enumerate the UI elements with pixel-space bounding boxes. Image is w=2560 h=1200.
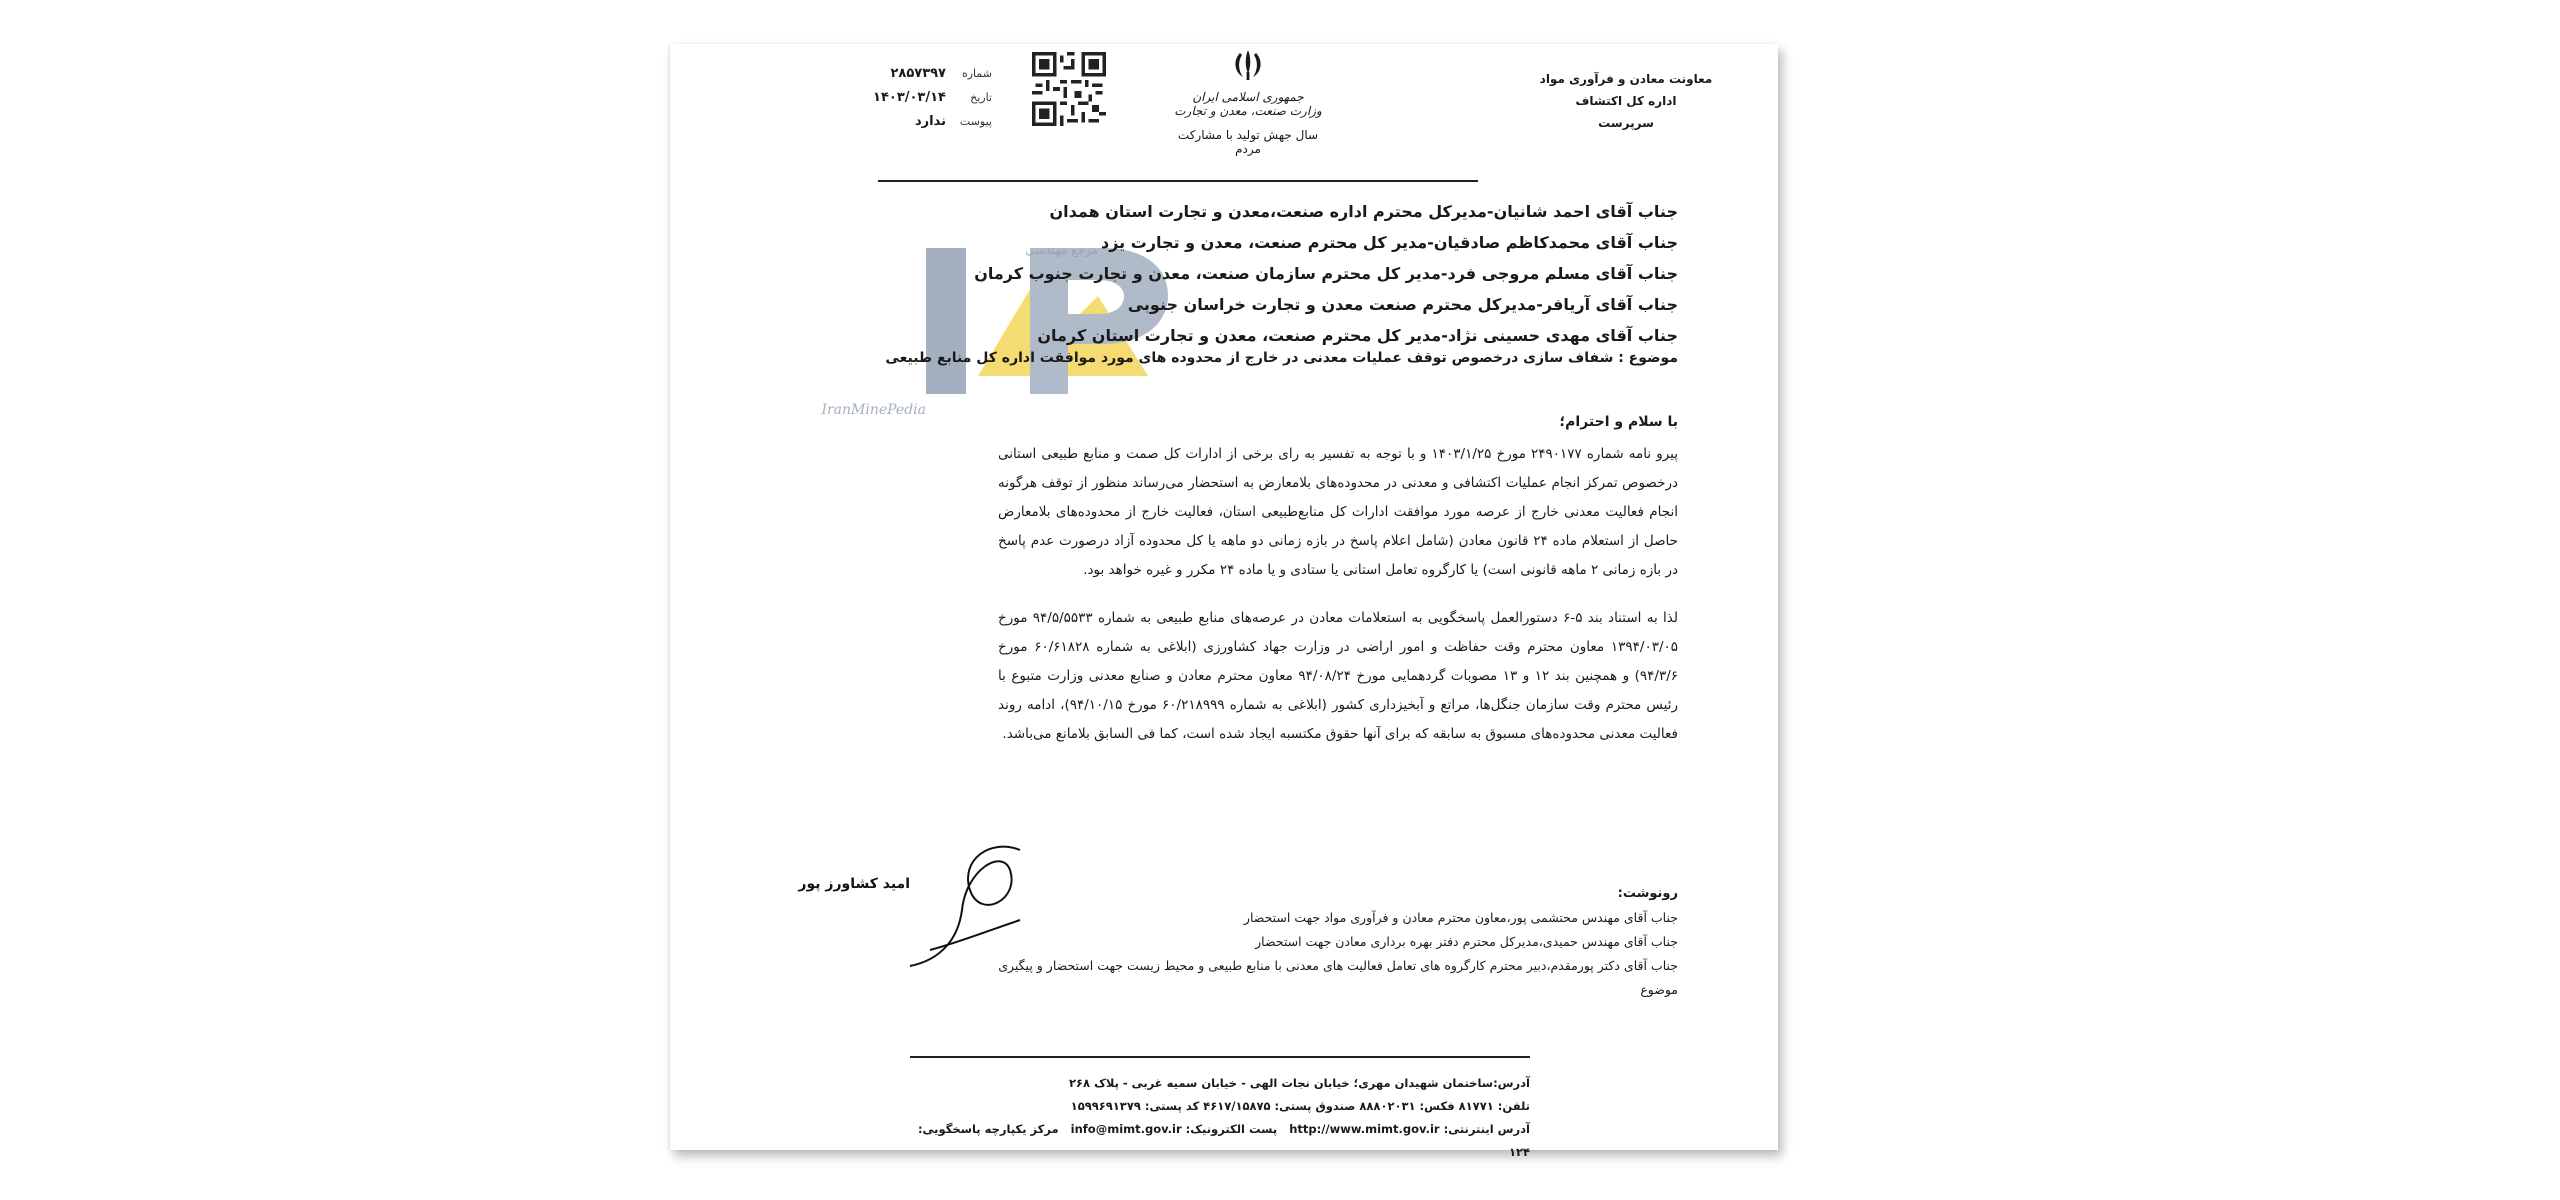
meta-label: تاریخ [970,91,992,104]
cc-list [978,882,1678,1002]
watermark-text-1: مرجع مهندسی [1025,243,1098,257]
web-label: آدرس اینترنتی: [1443,1122,1530,1136]
letter-meta [832,62,992,134]
meta-value: ۱۴۰۳/۰۳/۱۴ [873,90,946,105]
body-paragraph-2: لذا به استناد بند ۵-۶ دستورالعمل پاسخگویی به استعلامات معادن در عرصه‌های منابع طبیعی به شماره ۹۴/۵/۵۵۳۳ مورخ ۱۳۹۴/۰۳/۰۵ معاون محترم وقت حفاظت و امور اراضی در وزارت جهاد کشاورزی (ابلاغی به شماره ۶۰/۶۱۸۲۸ مورخ ۹۴/۳/۶) و همچنین بند ۱۲ و ۱۳ مصوبات گردهمایی مورخ ۹۴/۰۸/۲۴ معاون محترم معادن و صنایع معدنی وزارت متبوع با رئیس محترم وقت سازمان جنگل‌ها، مراتع و آبخیزداری کشور (ابلاغی به شماره ۶۰/۲۱۸۹۹۹ مورخ ۹۴/۱۰/۱۵)، ادامه روند فعالیت معدنی محدوده‌های مسبوق به سابقه که برای آنها حقوق مکتسبه ایجاد شده است، کما فی السابق بلامانع می‌باشد. [998,610,1678,742]
letter-page [670,44,1778,1159]
office-line-1: معاونت معادن و فرآوری مواد [1539,72,1713,86]
addressee-item: جناب آقای احمد شانیان-مدیرکل محترم اداره صنعت،معدن و تجارت استان همدان [1049,202,1678,221]
footer-divider [910,1056,1530,1058]
letter-footer [910,1072,1530,1164]
addressee-item: جناب آقای آریافر-مدیرکل محترم صنعت معدن و تجارت خراسان جنوبی [1127,295,1678,314]
email-label: پست الکترونیک: [1185,1122,1278,1136]
office-line-3: سرپرست [1598,116,1654,130]
response-center: مرکز یکپارچه پاسخگویی: ۱۲۴ [917,1122,1530,1159]
addressee-item: جناب آقای مهدی حسینی نژاد-مدیر کل محترم صنعت، معدن و تجارت استان کرمان [1037,326,1678,345]
body-paragraph-1: پیرو نامه شماره ۲۴۹۰۱۷۷ مورخ ۱۴۰۳/۱/۲۵ و با توجه به تفسیر به رای برخی از ادارات کل صمت و منابع طبیعی استانی درخصوص تمرکز انجام عملیات اکتشافی و معدنی در محدوده‌های بلامعارض به استحضار می‌رساند منظور از توقف هرگونه انجام فعالیت معدنی خارج از عرصه مورد موافقت ادارات کل منابع‌طبیعی استان، فعالیت خارج از محدوده‌های بلامعارض حاصل از استعلام ماده ۲۴ قانون معادن (شامل اعلام پاسخ در بازه زمانی دو ماهه یا کل محدوده آزاد درصورت عدم پاسخ در بازه زمانی ۲ ماهه قانونی است) یا کارگروه تعامل استانی یا ستادی و یا ماده ۲۴ مکرر و غیره خواهد بود. [998,446,1678,578]
meta-label: شماره [961,67,992,80]
meta-value: ندارد [914,114,946,129]
meta-label: پیوست [959,115,992,128]
website-link[interactable]: http://www.mimt.gov.ir [1289,1122,1440,1136]
addressee-item: جناب آقای محمدکاظم صادقیان-مدیر کل محترم صنعت، معدن و تجارت یزد [1101,233,1678,252]
addressee-list [778,196,1678,351]
emblem-line-1: جمهوری اسلامی ایران [1192,90,1304,104]
cc-item: جناب آقای دکتر پورمقدم،دبیر محترم کارگروه های تعامل فعالیت های معدنی با منابع طبیعی و محیط زیست جهت استحضار و پیگیری موضوع [998,958,1678,997]
emblem-line-2: وزارت صنعت، معدن و تجارت [1174,104,1322,118]
ministry-emblem-block [1168,48,1328,156]
cc-item: جناب آقای مهندس حمیدی،مدیرکل محترم دفتر بهره برداری معادن جهت استحضار [1255,934,1678,949]
email-link[interactable]: info@mimt.gov.ir [1070,1122,1182,1136]
meta-date [832,86,992,110]
meta-number [832,62,992,86]
issuing-office [1526,68,1726,134]
footer-contact [910,1118,1530,1164]
qr-code-icon [1032,52,1106,126]
meta-attachment [832,110,992,134]
cc-title: رونوشت: [1617,886,1678,901]
signatory-name: امید کشاورز پور [798,876,910,892]
meta-value: ۲۸۵۷۳۹۷ [890,66,946,81]
greeting: با سلام و احترام؛ [1559,414,1678,430]
watermark-text-2: IranMinePedia [821,402,926,418]
year-slogan: سال جهش تولید با مشارکت مردم [1177,128,1319,156]
emblem-icon [1228,48,1268,82]
cc-item: جناب آقای مهندس محتشمی پور،معاون محترم معادن و فرآوری مواد جهت استحضار [1243,910,1678,925]
addressee-item: جناب آقای مسلم مروجی فرد-مدیر کل محترم سازمان صنعت، معدن و تجارت جنوب کرمان [974,264,1678,283]
header-divider [878,180,1478,182]
letter-subject: موضوع : شفاف سازی درخصوص توقف عملیات معدنی در خارج از محدوده های مورد موافقت اداره کل منابع طبیعی [885,350,1678,366]
office-line-2: اداره کل اکتشاف [1575,94,1677,108]
footer-address: آدرس:ساختمان شهیدان مهری؛ خیابان نجات الهی - خیابان سمیه غربی - پلاک ۲۶۸ [1069,1076,1530,1090]
footer-phones: تلفن: ۸۱۷۷۱ فکس: ۸۸۸۰۲۰۳۱ صندوق پستی: ۴۶۱۷/۱۵۸۷۵ کد پستی: ۱۵۹۹۶۹۱۳۷۹ [1070,1099,1530,1113]
